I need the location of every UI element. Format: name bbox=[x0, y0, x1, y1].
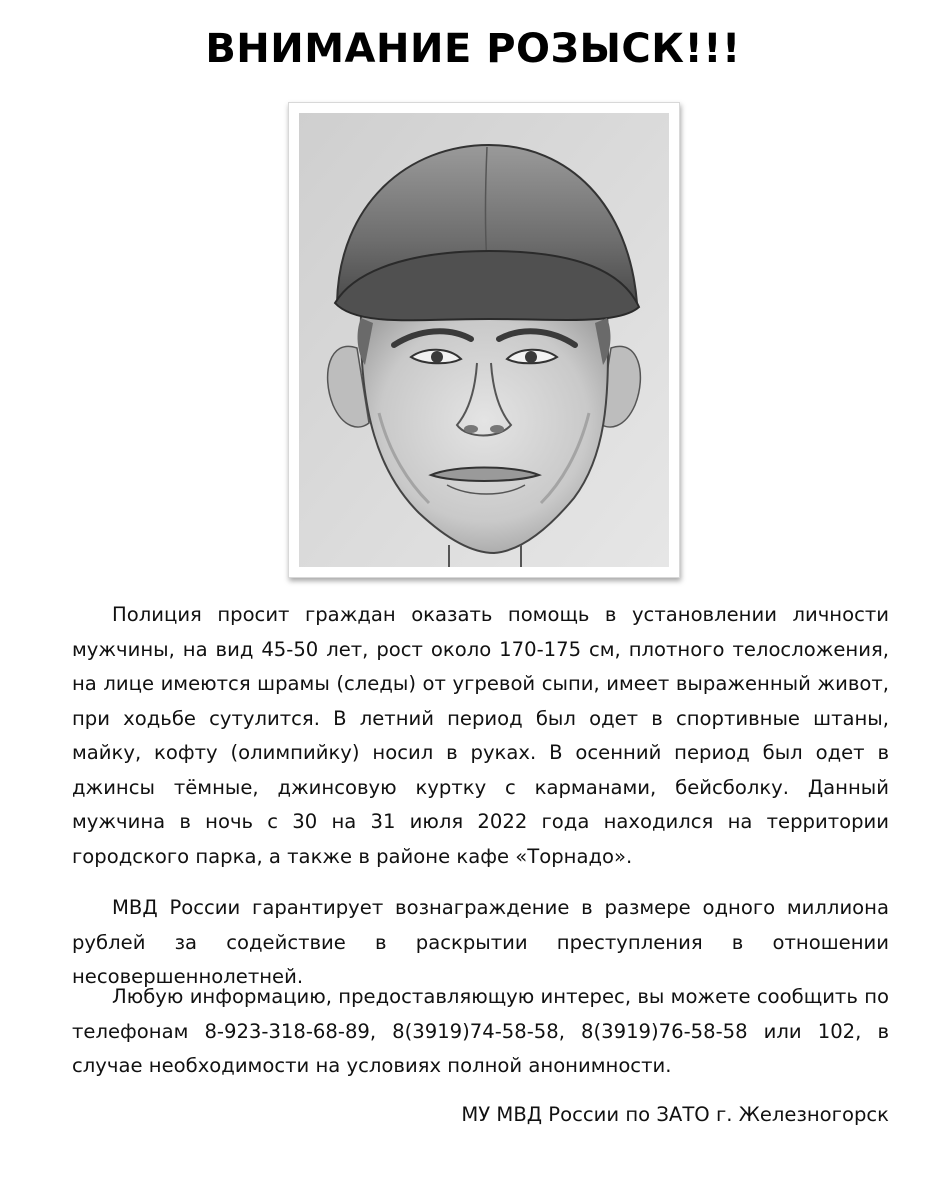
description-text: Полиция просит граждан оказать помощь в установлении личности мужчины, на вид 45-50 лет, рост около 170-175 см, плотного телосложения, на лице имеются шрамы (следы) от угревой сыпи, имеет выраженный живот, при ходьбе сутулится. В летний период был одет в спортивные штаны, майку, кофту (олимпийку) носил в руках. В осенний период был одет в джинсы тёмные, джинсовую куртку с карманами, бейсболку. Данный мужчина в ночь с 30 на 31 июля 2022 года находился на территории городского парка, а также в районе кафе «Торнадо». bbox=[72, 603, 889, 868]
reward-text: МВД России гарантирует вознаграждение в размере одного миллиона рублей за содействие в раскрытии преступления в отношении несовершеннолетней. bbox=[72, 896, 889, 988]
contact-paragraph bbox=[72, 980, 889, 1084]
reward-paragraph bbox=[72, 891, 889, 995]
description-paragraph bbox=[72, 598, 889, 874]
notice-title: ВНИМАНИЕ РОЗЫСК!!! bbox=[205, 26, 741, 72]
composite-sketch-portrait bbox=[299, 113, 669, 567]
composite-sketch-frame bbox=[288, 102, 680, 578]
contact-text: Любую информацию, предоставляющую интерес, вы можете сообщить по телефонам 8-923-318-68-89, 8(3919)74-58-58, 8(3919)76-58-58 или 102, в случае необходимости на условиях полной анонимности. bbox=[72, 985, 889, 1077]
issuer-signature: МУ МВД России по ЗАТО г. Железногорск bbox=[461, 1103, 889, 1126]
